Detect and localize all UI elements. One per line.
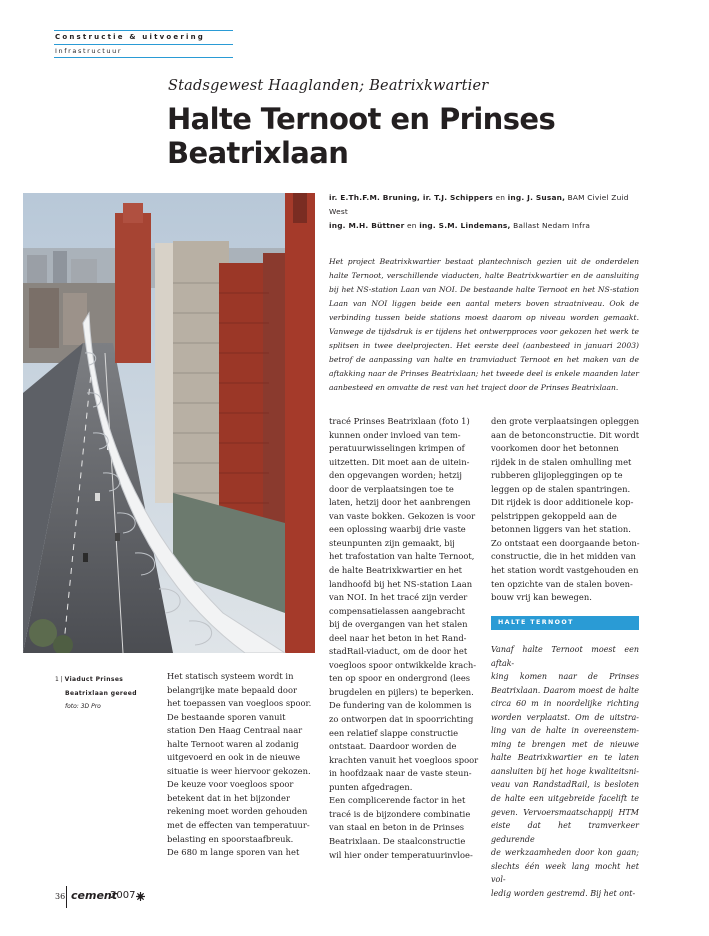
body-line: slechts één week lang mocht het vol- xyxy=(491,861,639,885)
body-line: ming te brengen met de nieuwe xyxy=(491,739,639,749)
body-line: ontstaat. Daardoor worden de xyxy=(329,741,457,752)
body-line: constructie, die in het midden van xyxy=(491,551,636,562)
body-line: ledig worden gestremd. Bij het ont- xyxy=(491,888,636,898)
caption-title: Beatrixlaan gereed xyxy=(65,689,137,697)
body-line: king komen naar de Prinses xyxy=(491,672,639,682)
page-number: 36 xyxy=(55,892,66,901)
body-line: landhoofd bij het NS-station Laan xyxy=(329,578,473,589)
body-line: de werkzaamheden door kon gaan; xyxy=(491,848,639,858)
body-line: uitzetten. Dit moet aan de uitein- xyxy=(329,456,470,467)
body-line: steunpunten zijn gemaakt, bij xyxy=(329,537,455,548)
body-line: belangrijke mate bepaald door xyxy=(167,684,297,695)
body-line: het toepassen van voegloos spoor. xyxy=(167,698,312,709)
body-line: laten, hetzij door het aanbrengen xyxy=(329,497,471,508)
viaduct-photo xyxy=(23,193,315,653)
body-line: worden verplaatst. Om de uitstra- xyxy=(491,712,639,722)
magazine-name: cement xyxy=(71,889,117,902)
body-line: Beatrixlaan. Daarom moest de halte xyxy=(491,685,639,695)
authors-line-2 xyxy=(329,219,649,233)
body-line: met de effecten van temperatuur- xyxy=(167,820,310,831)
body-line: brugdelen en pijlers) te beperken. xyxy=(329,686,474,697)
body-line: door de verplaatsingen toe te xyxy=(329,483,454,494)
body-line: stadRail-viaduct, om de door het xyxy=(329,646,468,657)
author-conjunction: en xyxy=(492,193,508,202)
body-line: het station wordt vastgehouden en xyxy=(491,565,639,576)
body-line: van staal en beton in de Prinses xyxy=(329,822,465,833)
body-line: aansluiten bij het hoge kwaliteitsni- xyxy=(491,766,639,776)
body-line: van NOI. In het tracé zijn verder xyxy=(329,592,468,603)
body-line: den opgevangen worden; hetzij xyxy=(329,470,462,481)
body-line: De fundering van de kolommen is xyxy=(329,700,472,711)
body-line: circa 60 m in noordelijke richting xyxy=(491,699,639,709)
caption-title-line-2 xyxy=(55,687,165,701)
magazine-logo-icon xyxy=(136,892,145,901)
body-line: rekening moet worden gehouden xyxy=(167,806,308,817)
caption-title: Viaduct Prinses xyxy=(64,676,124,683)
body-line: rijdek in de stalen omhulling met xyxy=(491,456,632,467)
magazine-year: 2007 xyxy=(110,890,136,901)
body-line: Het statisch systeem wordt in xyxy=(167,671,294,681)
subsection-label: Infrastructuur xyxy=(55,47,123,55)
caption-credit: foto: 3D Pro xyxy=(65,703,101,710)
body-line: voorkomen door het betonnen xyxy=(491,443,619,454)
body-line: voegloos spoor ontwikkelde krach- xyxy=(329,659,477,670)
body-column-3-continued xyxy=(491,643,639,900)
author-names: ir. E.Th.F.M. Bruning, ir. T.J. Schippers xyxy=(329,193,493,202)
author-organisation: BAM Civiel Zuid West xyxy=(329,193,629,216)
caption-number: 1 | xyxy=(55,676,65,683)
body-line: een oplossing waarbij drie vaste xyxy=(329,524,466,535)
body-line: De keuze voor voegloos spoor xyxy=(167,779,294,790)
body-line: Een complicerende factor in het xyxy=(329,795,466,806)
body-line: een relatief slappe constructie xyxy=(329,727,459,738)
section-label: Constructie & uitvoering xyxy=(55,33,205,41)
body-line: veau van RandstadRail, is besloten xyxy=(491,780,639,790)
body-line: in hoofdzaak naar de vaste steun- xyxy=(329,768,472,779)
subheading-bar xyxy=(491,616,639,630)
body-line: punten afgedragen. xyxy=(329,781,413,792)
body-line: leggen op de stalen spantringen. xyxy=(491,483,631,494)
body-column-2 xyxy=(329,415,477,862)
intro-paragraph: Het project Beatrixkwartier bestaat plantechnisch gezien uit de onderdelen halte Ternoot, verschillende viaducten, halte Beatrixkwartier en de aansluiting bij het NS-station Laan van NOI. De bestaande halte Ternoot en het NS-station Laan van NOI liggen beide een aantal meters boven straatniveau. Ook de verbinding tussen beide stations moest daarom op niveau worden gemaakt. Vanwege de tijdsdruk is er tijdens het ontwerpproces voor gekozen het werk te splitsen in twee deelprojecten. Het eerste deel (aanbesteed in januari 2003) betrof de aanpassing van halte en tramviaduct Ternoot en het maken van de aftakking naar de Prinses Beatrixlaan; het tweede deel is enkele maanden later aanbesteed en omvatte de rest van het traject door de Prinses Beatrixlaan. xyxy=(329,257,639,393)
author-names: ing. J. Susan, xyxy=(507,193,566,202)
subheading-halte-ternoot: HALTE TERNOOT xyxy=(498,619,574,626)
body-line: ten opzichte van de stalen boven- xyxy=(491,578,633,589)
body-line: bouw vrij kan bewegen. xyxy=(491,592,592,603)
body-line: ten op spoor en ondergrond (lees xyxy=(329,673,471,684)
body-line: pelstrippen gekoppeld aan de xyxy=(491,510,617,521)
body-line: aan de betonconstructie. Dit wordt xyxy=(491,429,640,440)
author-names: ing. M.H. Büttner xyxy=(329,221,405,230)
body-line: Beatrixlaan. De staalconstructie xyxy=(329,835,466,846)
author-conjunction: en xyxy=(404,221,420,230)
authors-block xyxy=(329,191,649,233)
body-line: zo ontworpen dat in spoorrichting xyxy=(329,714,474,725)
author-organisation: Ballast Nedam Infra xyxy=(510,221,591,230)
body-line: den grote verplaatsingen opleggen xyxy=(491,416,640,426)
body-line: station Den Haag Centraal naar xyxy=(167,725,303,736)
body-line: De 680 m lange sporen van het xyxy=(167,847,300,858)
body-line: peratuurwisselingen krimpen of xyxy=(329,443,465,454)
article-title: Halte Ternoot en Prinses Beatrixlaan xyxy=(167,102,556,170)
body-line: betekent dat in het bijzonder xyxy=(167,792,290,803)
header-rule-bottom xyxy=(54,57,233,58)
body-line: Zo ontstaat een doorgaande beton- xyxy=(491,537,640,548)
body-column-1 xyxy=(167,670,315,860)
body-line: betonnen liggers van het station. xyxy=(491,524,631,535)
caption-credit-line xyxy=(55,700,165,714)
body-line: Vanaf halte Ternoot moest een aftak- xyxy=(491,645,639,668)
body-line: het trafostation van halte Ternoot, xyxy=(329,551,475,562)
body-line: van vaste bokken. Gekozen is voor xyxy=(329,510,476,521)
body-line: halte Beatrixkwartier en te laten xyxy=(491,753,639,763)
body-column-3 xyxy=(491,415,639,605)
body-line: kunnen onder invloed van tem- xyxy=(329,429,461,440)
viaduct-illustration xyxy=(23,193,315,653)
body-line: rubberen glijopleggingen op te xyxy=(491,470,623,481)
body-line: de halte Beatrixkwartier en het xyxy=(329,565,463,576)
body-line: uitgevoerd en ook in de nieuwe xyxy=(167,752,301,763)
header-rule-middle xyxy=(54,44,233,45)
body-line: ling van de halte in overeenstem- xyxy=(491,726,639,736)
body-line: bij de overgangen van het stalen xyxy=(329,619,468,630)
body-line: De bestaande sporen vanuit xyxy=(167,711,286,722)
body-line: tracé Prinses Beatrixlaan (foto 1) xyxy=(329,416,470,426)
article-kicker: Stadsgewest Haaglanden; Beatrixkwartier xyxy=(168,78,489,94)
body-line: deel naar het beton in het Rand- xyxy=(329,632,467,643)
body-line: situatie is weer hiervoor gekozen. xyxy=(167,765,311,776)
body-line: geven. Vervoersmaatschappij HTM xyxy=(491,807,639,817)
header-rule-top xyxy=(54,30,233,31)
body-line: halte Ternoot waren al zodanig xyxy=(167,738,299,749)
body-line: tracé is de bijzondere combinatie xyxy=(329,808,471,819)
authors-line-1 xyxy=(329,191,649,219)
body-line: belasting en spoorstaafbreuk. xyxy=(167,833,294,844)
caption-title-line-1 xyxy=(55,673,165,687)
body-line: compensatielassen aangebracht xyxy=(329,605,465,616)
body-line: wil hier onder temperatuurinvloe- xyxy=(329,849,473,860)
body-line: eiste dat het tramverkeer gedurende xyxy=(491,821,639,844)
body-line: Dit rijdek is door additionele kop- xyxy=(491,497,634,508)
photo-caption xyxy=(55,673,165,714)
author-names: ing. S.M. Lindemans, xyxy=(419,221,511,230)
footer-divider xyxy=(66,886,67,908)
body-line: krachten vanuit het voegloos spoor xyxy=(329,754,479,765)
body-line: de halte een uitgebreide facelift te xyxy=(491,794,639,804)
